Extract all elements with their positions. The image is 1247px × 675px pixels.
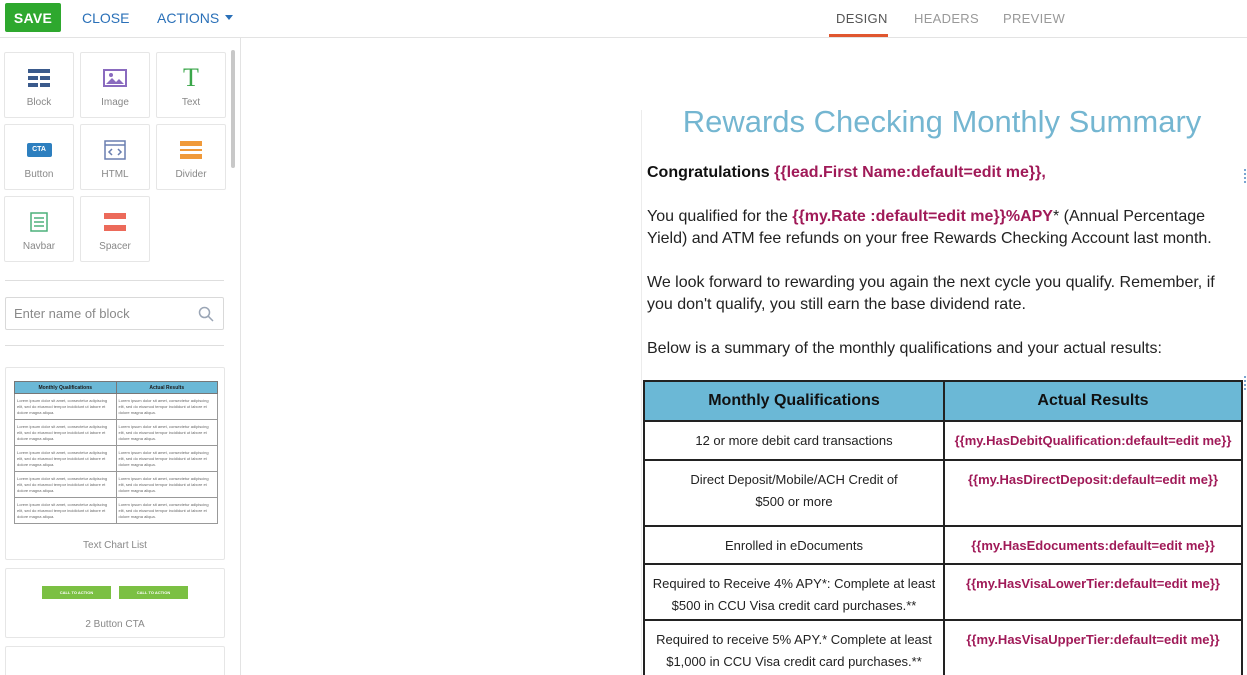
result-cell: {{my.HasDebitQualification:default=edit me}} xyxy=(944,421,1242,460)
image-icon xyxy=(81,67,149,89)
qualification-line: $500 in CCU Visa credit card purchases.** xyxy=(671,598,917,613)
thumb-cell: Lorem ipsum dolor sit amet, consectetur adipiscing elit, sed do eiusmod tempor incididunt ut labore et dolore magna aliqua. xyxy=(116,498,218,524)
block-card-text-chart-list[interactable] xyxy=(5,367,225,560)
greeting-paragraph[interactable] xyxy=(647,162,1237,184)
summary-intro-paragraph[interactable]: Below is a summary of the monthly qualifications and your actual results: xyxy=(647,340,1162,357)
qualification-line: Required to receive 5% APY.* Complete at least xyxy=(656,632,932,647)
sidebar-divider xyxy=(5,345,224,346)
thumb-cell: Lorem ipsum dolor sit amet, consectetur adipiscing elit, sed do eiusmod tempor incididunt ut labore et dolore magna aliqua. xyxy=(15,394,117,420)
tile-image[interactable] xyxy=(80,52,150,118)
tile-label: Divider xyxy=(175,169,207,180)
tile-label: Block xyxy=(26,97,52,108)
result-cell: {{my.HasVisaUpperTier:default=edit me}} xyxy=(944,620,1242,675)
tile-text[interactable] xyxy=(156,52,226,118)
qualification-cell xyxy=(644,620,944,675)
sidebar-divider xyxy=(5,280,224,281)
block-search-input[interactable] xyxy=(14,298,194,329)
search-icon[interactable] xyxy=(198,306,214,322)
actions-menu-button[interactable] xyxy=(157,10,233,26)
chevron-down-icon xyxy=(225,15,233,20)
tile-block[interactable] xyxy=(4,52,74,118)
qualification-line: Enrolled in eDocuments xyxy=(724,538,864,553)
thumb-cta-button: CALL TO ACTION xyxy=(42,586,111,599)
table-row xyxy=(644,620,1242,675)
thumb-cell: Lorem ipsum dolor sit amet, consectetur adipiscing elit, sed do eiusmod tempor incididunt ut labore et dolore magna aliqua. xyxy=(15,472,117,498)
design-canvas xyxy=(241,38,1247,675)
reward-paragraph[interactable]: We look forward to rewarding you again the next cycle you qualify. Remember, if you don't qualify, you still earn the base dividend rate. xyxy=(647,274,1215,313)
html-icon xyxy=(81,139,149,161)
tab-design[interactable]: DESIGN xyxy=(836,11,888,26)
actions-label: ACTIONS xyxy=(157,10,220,26)
tile-label: Navbar xyxy=(22,241,56,252)
thumb-cell: Lorem ipsum dolor sit amet, consectetur adipiscing elit, sed do eiusmod tempor incididunt ut labore et dolore magna aliqua. xyxy=(15,498,117,524)
block-card-caption: 2 Button CTA xyxy=(85,619,145,630)
thumb-header: Actual Results xyxy=(116,382,218,394)
thumb-cell: Lorem ipsum dolor sit amet, consectetur adipiscing elit, sed do eiusmod tempor incididunt ut labore et dolore magna aliqua. xyxy=(15,420,117,446)
result-cell: {{my.HasVisaLowerTier:default=edit me}} xyxy=(944,564,1242,620)
tile-navbar[interactable] xyxy=(4,196,74,262)
qualification-line: Direct Deposit/Mobile/ACH Credit of xyxy=(690,472,898,487)
text-chart-thumbnail xyxy=(14,381,218,524)
qualification-cell xyxy=(644,460,944,526)
block-card[interactable] xyxy=(5,646,225,675)
thumb-cell: Lorem ipsum dolor sit amet, consectetur adipiscing elit, sed do eiusmod tempor incididunt ut labore et dolore magna aliqua. xyxy=(116,394,218,420)
qualification-cell xyxy=(644,564,944,620)
table-row xyxy=(644,564,1242,620)
table-row xyxy=(644,421,1242,460)
text-icon: T xyxy=(183,63,199,92)
qualification-paragraph[interactable] xyxy=(647,206,1237,250)
table-header: Actual Results xyxy=(944,381,1242,421)
tab-headers[interactable]: HEADERS xyxy=(914,11,979,26)
tile-html[interactable] xyxy=(80,124,150,190)
tile-label: HTML xyxy=(101,169,129,180)
tile-label: Image xyxy=(101,97,129,108)
sidebar-scrollbar[interactable] xyxy=(231,50,235,168)
tile-label: Spacer xyxy=(99,241,131,252)
greeting-punctuation: , xyxy=(1041,164,1046,181)
block-library-sidebar xyxy=(0,38,241,675)
tab-preview[interactable]: PREVIEW xyxy=(1003,11,1066,26)
table-row xyxy=(644,526,1242,564)
divider-icon xyxy=(157,139,225,161)
block-search-box xyxy=(5,297,224,330)
block-card-caption: Text Chart List xyxy=(83,540,147,551)
save-button[interactable]: SAVE xyxy=(5,3,61,32)
block-card-2-button-cta[interactable] xyxy=(5,568,225,638)
top-toolbar xyxy=(0,0,1247,38)
qualification-line: $1,000 in CCU Visa credit card purchases.** xyxy=(666,654,922,669)
email-preview xyxy=(641,110,1244,675)
qualification-cell xyxy=(644,526,944,564)
thumb-cell: Lorem ipsum dolor sit amet, consectetur adipiscing elit, sed do eiusmod tempor incididunt ut labore et dolore magna aliqua. xyxy=(116,472,218,498)
tile-button[interactable] xyxy=(4,124,74,190)
block-icon xyxy=(5,67,73,89)
thumb-cell: Lorem ipsum dolor sit amet, consectetur adipiscing elit, sed do eiusmod tempor incididunt ut labore et dolore magna aliqua. xyxy=(15,446,117,472)
qualification-line: $500 or more xyxy=(755,494,833,509)
tile-spacer[interactable] xyxy=(80,196,150,262)
navbar-icon xyxy=(5,211,73,233)
qualifications-table[interactable] xyxy=(643,380,1243,675)
result-cell: {{my.HasDirectDeposit:default=edit me}} xyxy=(944,460,1242,526)
merge-token: {{my.Rate :default=edit me}}%APY xyxy=(792,208,1053,225)
active-tab-indicator xyxy=(829,34,888,37)
qualification-cell xyxy=(644,421,944,460)
thumb-cell: Lorem ipsum dolor sit amet, consectetur adipiscing elit, sed do eiusmod tempor incididunt ut labore et dolore magna aliqua. xyxy=(116,446,218,472)
qualification-line: Required to Receive 4% APY*: Complete at least xyxy=(652,576,936,591)
thumb-cta-button: CALL TO ACTION xyxy=(119,586,188,599)
spacer-icon xyxy=(81,211,149,233)
button-icon: CTA xyxy=(5,139,73,161)
paragraph-text: You qualified for the xyxy=(647,208,793,225)
table-header: Monthly Qualifications xyxy=(644,381,944,421)
merge-token: {{lead.First Name:default=edit me}} xyxy=(774,164,1042,181)
paragraph-text: * (Annual Percentage Yield) and ATM fee refunds on your free Rewards Checking Account last month. xyxy=(647,208,1212,247)
tile-label: Button xyxy=(24,169,54,180)
tile-divider[interactable] xyxy=(156,124,226,190)
table-row xyxy=(644,460,1242,526)
qualification-line: 12 or more debit card transactions xyxy=(695,433,893,448)
email-title[interactable]: Rewards Checking Monthly Summary xyxy=(682,110,1202,139)
thumb-cell: Lorem ipsum dolor sit amet, consectetur adipiscing elit, sed do eiusmod tempor incididunt ut labore et dolore magna aliqua. xyxy=(116,420,218,446)
thumb-header: Monthly Qualifications xyxy=(15,382,117,394)
greeting-text: Congratulations xyxy=(647,164,775,181)
tile-label: Text xyxy=(181,97,201,108)
result-cell: {{my.HasEdocuments:default=edit me}} xyxy=(944,526,1242,564)
close-button[interactable]: CLOSE xyxy=(82,10,130,26)
